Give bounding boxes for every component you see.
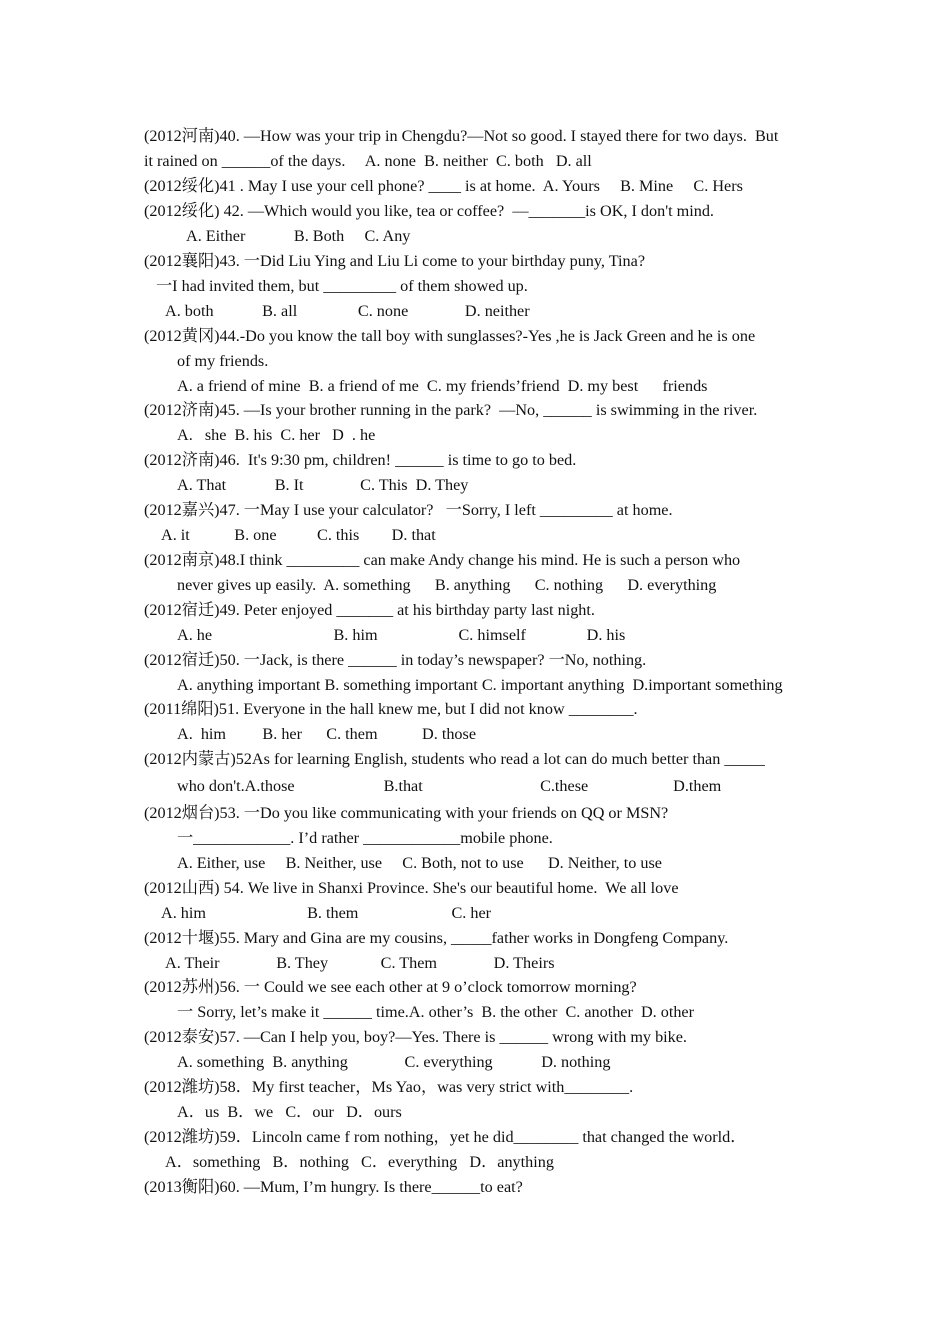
text-line: A. it B. one C. this D. that [161, 526, 436, 544]
text-line: (2012黄冈)44.-Do you know the tall boy with sunglasses?-Yes ,he is Jack Green and he is one [144, 327, 756, 345]
text-line: (2012潍坊)59．Lincoln came f rom nothing，yet he did________ that changed the world． [144, 1128, 747, 1146]
text-line: of my friends. [177, 352, 269, 370]
text-line: (2012内蒙古)52As for learning English, students who read a lot can do much better than _____ [144, 750, 765, 768]
text-line: A. Either, use B. Neither, use C. Both, not to use D. Neither, to use [177, 854, 662, 872]
text-line: (2012绥化) 42. —Which would you like, tea or coffee? —_______is OK, I don't mind. [144, 202, 714, 220]
text-line: (2012宿迁)50. 一Jack, is there ______ in today’s newspaper? 一No, nothing. [144, 651, 647, 669]
text-line: never gives up easily. A. something B. anything C. nothing D. everything [177, 576, 717, 594]
text-line: (2012苏州)56. 一 Could we see each other at 9 o’clock tomorrow morning? [144, 978, 637, 996]
text-line: A．something B．nothing C．everything D．anything [165, 1153, 554, 1171]
text-line: A. Their B. They C. Them D. Theirs [165, 954, 555, 972]
text-line: (2012嘉兴)47. 一May I use your calculator? 一Sorry, I left _________ at home. [144, 501, 673, 519]
text-line: (2011绵阳)51. Everyone in the hall knew me, but I did not know ________. [144, 700, 638, 718]
text-line: A. something B. anything C. everything D. nothing [177, 1053, 611, 1071]
text-line: (2012山西) 54. We live in Shanxi Province. She's our beautiful home. We all love [144, 879, 679, 897]
text-line: (2012泰安)57. —Can I help you, boy?—Yes. There is ______ wrong with my bike. [144, 1028, 687, 1046]
text-line: A. him B. them C. her [161, 904, 492, 922]
text-line: A. Either B. Both C. Any [186, 227, 411, 245]
text-line: (2012济南)46. It's 9:30 pm, children! ______ is time to go to bed. [144, 451, 577, 469]
text-line: 一____________. I’d rather ____________mobile phone. [177, 829, 553, 847]
text-line: it rained on ______of the days. A. none B. neither C. both D. all [144, 152, 592, 170]
text-line: (2012十堰)55. Mary and Gina are my cousins, _____father works in Dongfeng Company. [144, 929, 729, 947]
text-line: (2012襄阳)43. 一Did Liu Ying and Liu Li come to your birthday puny, Tina? [144, 252, 646, 270]
text-line: A. anything important B. something important C. important anything D.important something [177, 676, 783, 694]
text-line: (2012济南)45. —Is your brother running in the park? —No, ______ is swimming in the river. [144, 401, 758, 419]
text-line: A. she B. his C. her D . he [177, 426, 376, 444]
text-line: A. a friend of mine B. a friend of me C. my friends’friend D. my best friends [177, 377, 708, 395]
text-line: (2013衡阳)60. —Mum, I’m hungry. Is there______to eat? [144, 1178, 523, 1196]
text-line: who don't.A.those B.that C.these D.them [177, 777, 722, 795]
text-line: (2012河南)40. —How was your trip in Chengdu?—Not so good. I stayed there for two days. But [144, 127, 779, 145]
text-line: (2012宿迁)49. Peter enjoyed _______ at his birthday party last night. [144, 601, 595, 619]
text-line: A．us B．we C．our D．ours [177, 1103, 402, 1121]
text-line: (2012潍坊)58．My first teacher，Ms Yao，was very strict with________. [144, 1078, 634, 1096]
text-line: (2012烟台)53. 一Do you like communicating with your friends on QQ or MSN? [144, 804, 669, 822]
text-line: 一 Sorry, let’s make it ______ time.A. other’s B. the other C. another D. other [177, 1003, 695, 1021]
text-line: (2012南京)48.I think _________ can make Andy change his mind. He is such a person who [144, 551, 741, 569]
text-line: A. he B. him C. himself D. his [177, 626, 626, 644]
text-line: A. both B. all C. none D. neither [165, 302, 530, 320]
text-line: A. him B. her C. them D. those [177, 725, 477, 743]
text-line: (2012绥化)41 . May I use your cell phone? ____ is at home. A. Yours B. Mine C. Hers [144, 177, 743, 195]
text-line: A. That B. It C. This D. They [177, 476, 469, 494]
text-line: 一I had invited them, but _________ of them showed up. [156, 277, 528, 295]
